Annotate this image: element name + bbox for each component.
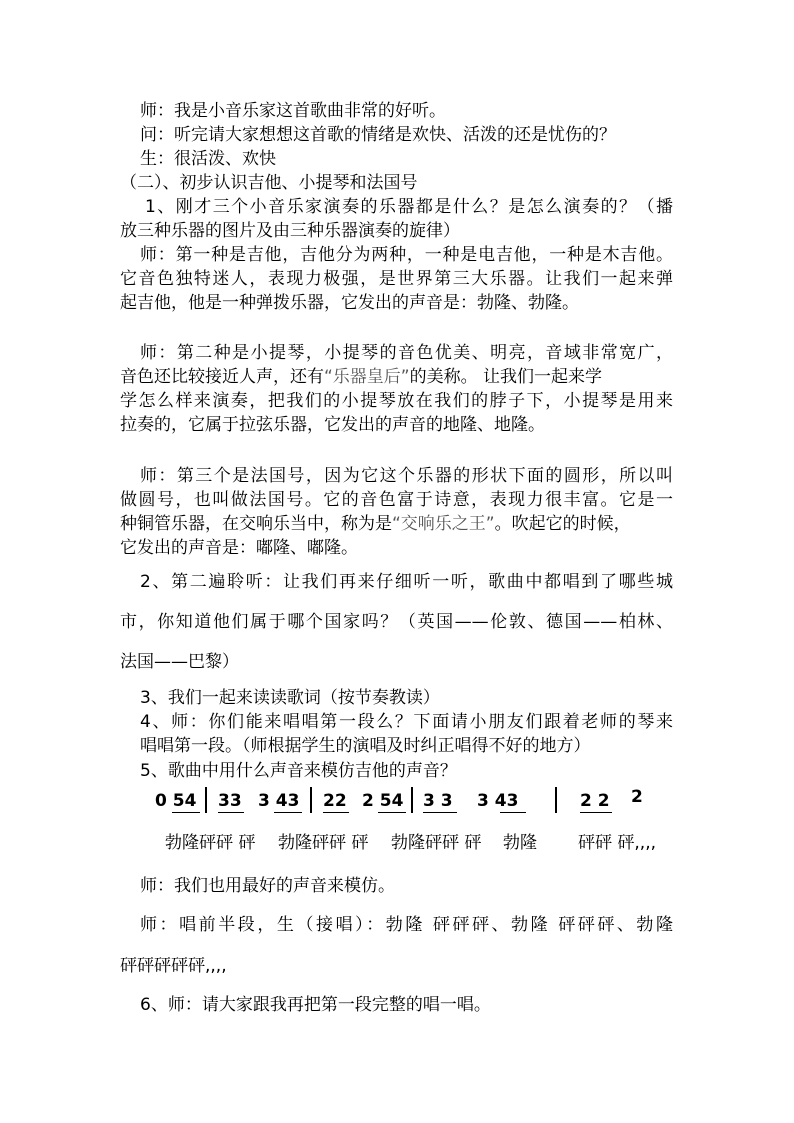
bar-line xyxy=(555,787,557,813)
text-line: 唱唱第一段。（师根据学生的演唱及时纠正唱得不好的地方） xyxy=(140,736,591,756)
underline xyxy=(323,812,349,813)
bar-line xyxy=(411,787,413,813)
text-line: 1、刚才三个小音乐家演奏的乐器都是什么？是怎么演奏的？（播 xyxy=(145,197,673,217)
bar-line xyxy=(310,787,312,813)
text-line: 拉奏的，它属于拉弦乐器，它发出的声音的地隆、地隆。 xyxy=(120,415,545,435)
text-segment: 音色还比较接近人声，还有 xyxy=(120,367,324,387)
text-line xyxy=(120,513,631,535)
underline xyxy=(500,812,526,813)
underline xyxy=(218,812,244,813)
text-line: 起吉他，他是一种弹拨乐器，它发出的声音是：勃隆、勃隆。 xyxy=(120,293,579,313)
text-line: 2、第二遍聆听：让我们再来仔细听一听，歌曲中都唱到了哪些城 xyxy=(140,572,673,592)
notation-measure: 33 xyxy=(218,791,242,811)
notation-measure: 3 3 xyxy=(423,791,453,811)
underline xyxy=(580,812,612,813)
lyric-word: 勃隆砰砰 砰 xyxy=(278,833,369,853)
text-line: 师：第二种是小提琴，小提琴的音色优美、明亮，音域非常宽广， xyxy=(140,343,673,363)
bar-line xyxy=(205,787,207,813)
text-line: 师：第一种是吉他，吉他分为两种，一种是电吉他，一种是木吉他。 xyxy=(140,245,673,265)
lyric-word: 勃隆砰砰 砰 xyxy=(165,833,256,853)
text-segment: 。吹起它的时候， xyxy=(494,514,631,534)
underline xyxy=(274,812,302,813)
text-line: 4、师：你们能来唱唱第一段么？下面请小朋友们跟着老师的琴来 xyxy=(140,712,673,732)
text-line: 做圆号，也叫做法国号。它的音色富于诗意，表现力很丰富。它是一 xyxy=(120,490,673,510)
text-line: 它音色独特迷人，表现力极强，是世界第三大乐器。让我们一起来弹 xyxy=(120,269,673,289)
lyric-word: 勃隆 xyxy=(503,833,537,853)
text-line xyxy=(120,366,602,388)
quoted-term: “交响乐之王” xyxy=(392,514,495,534)
text-segment: 种铜管乐器，在交响乐当中，称为是 xyxy=(120,514,392,534)
text-line: 师：我们也用最好的声音来模仿。 xyxy=(140,876,395,896)
underline xyxy=(378,812,406,813)
text-line: 问：听完请大家想想这首歌的情绪是欢快、活泼的还是忧伤的？ xyxy=(140,125,616,145)
text-segment: 的美称。 让我们一起来学 xyxy=(409,367,603,387)
notation-measure: 2 54 xyxy=(362,791,404,811)
notation-measure: 0 54 xyxy=(155,791,197,811)
notation-measure: 2 xyxy=(631,787,643,807)
notation-measure: 3 43 xyxy=(258,791,300,811)
text-line: 法国——巴黎） xyxy=(120,652,239,672)
text-line: 生：很活泼、欢快 xyxy=(140,149,276,169)
section-heading: （二）、初步认识吉他、小提琴和法国号 xyxy=(120,173,418,193)
text-line: 5、歌曲中用什么声音来模仿吉他的声音？ xyxy=(140,761,457,781)
text-line: 放三种乐器的图片及由三种乐器演奏的旋律） xyxy=(120,221,460,241)
underline xyxy=(172,812,200,813)
underline xyxy=(423,812,457,813)
notation-measure: 3 43 xyxy=(477,791,519,811)
notation-measure: 22 xyxy=(323,791,347,811)
text-line: 师：我是小音乐家这首歌曲非常的好听。 xyxy=(140,101,446,121)
text-line: 它发出的声音是：嘟隆、嘟隆。 xyxy=(120,538,358,558)
text-line: 砰砰砰砰砰,,,, xyxy=(120,956,227,976)
lyric-word: 砰砰 砰,,,, xyxy=(578,833,657,853)
lyric-word: 勃隆砰砰 砰 xyxy=(391,833,482,853)
text-line: 学怎么样来演奏，把我们的小提琴放在我们的脖子下，小提琴是用来 xyxy=(120,391,673,411)
text-line: 师：唱前半段，生（接唱）：勃隆 砰砰砰、勃隆 砰砰砰、勃隆 xyxy=(140,915,673,935)
text-line: 6、师：请大家跟我再把第一段完整的唱一唱。 xyxy=(140,995,491,1015)
text-line: 师：第三个是法国号，因为它这个乐器的形状下面的圆形，所以叫 xyxy=(140,466,673,486)
text-line: 3、我们一起来读读歌词（按节奏教读） xyxy=(140,688,440,708)
notation-measure: 2 2 xyxy=(580,791,610,811)
text-line: 市，你知道他们属于哪个国家吗？（英国——伦敦、德国——柏林、 xyxy=(120,612,673,632)
quoted-term: “乐器皇后” xyxy=(324,367,410,387)
numbered-notation xyxy=(155,785,675,825)
